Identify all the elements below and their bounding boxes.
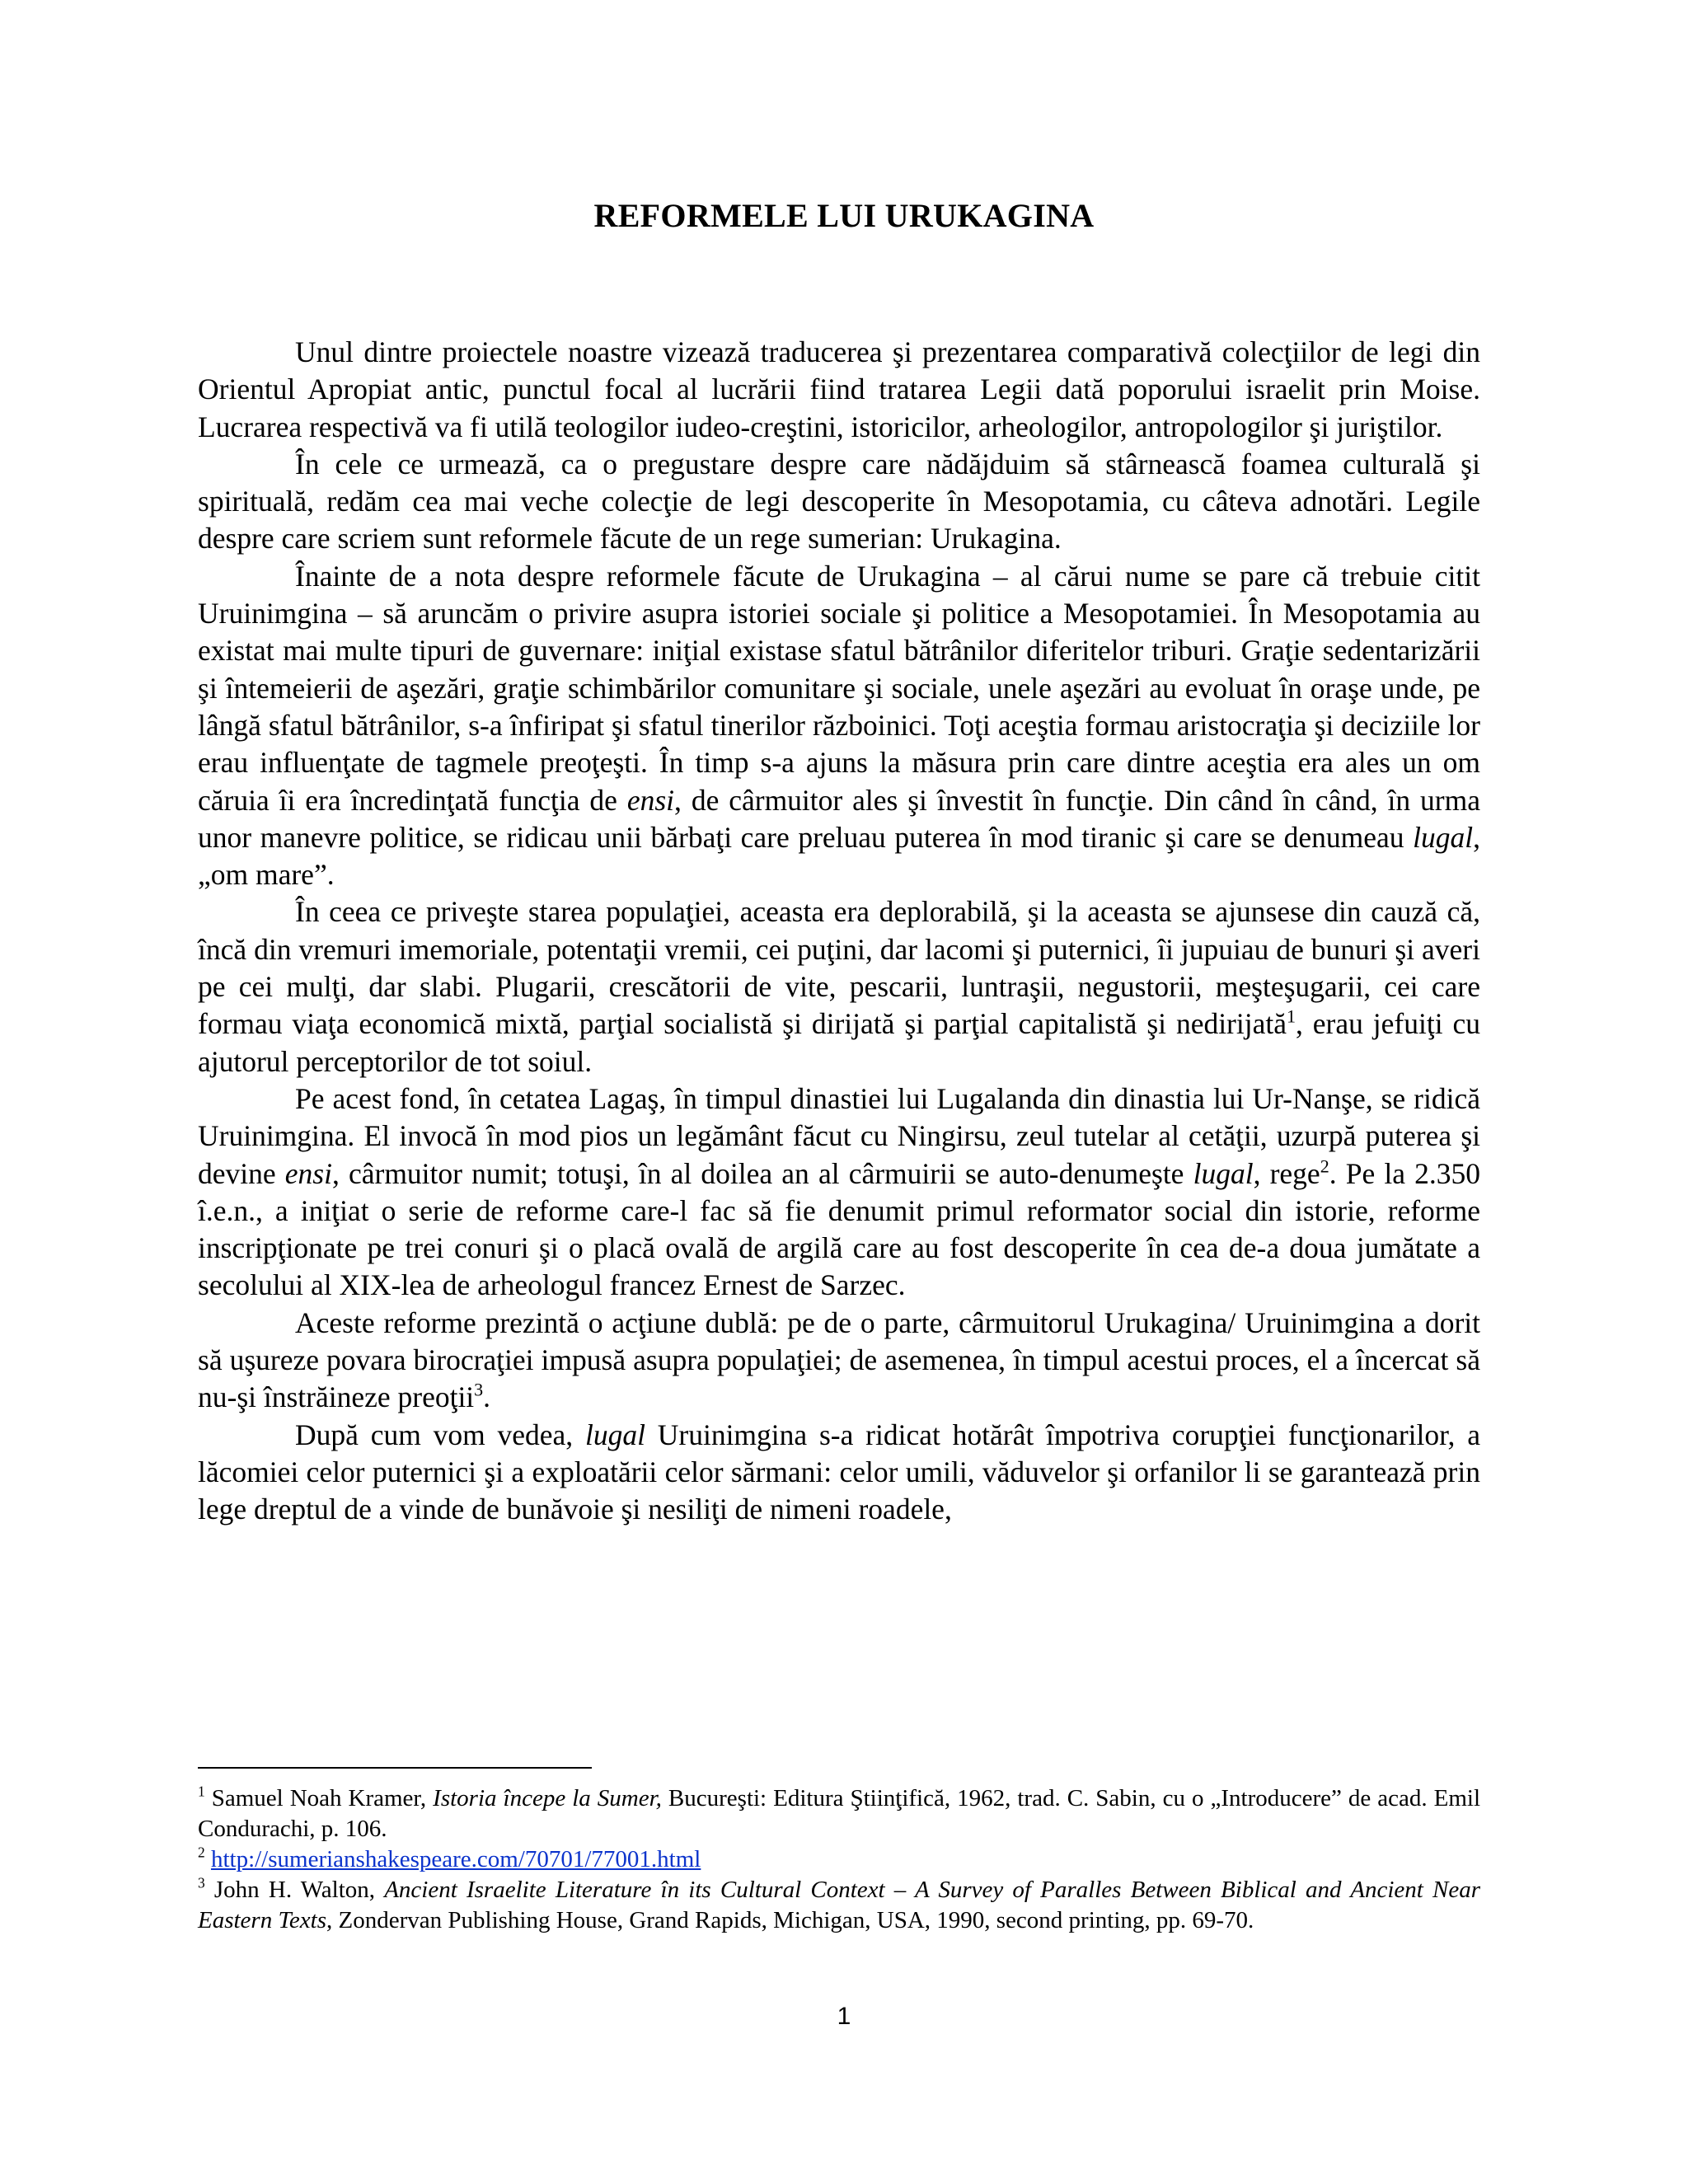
footnote [198, 1844, 1480, 1875]
footnote-ref: 3 [474, 1379, 484, 1400]
text-run: Înainte de a nota despre reformele făcute de Urukagina – al cărui nume se pare că trebuie citit Uruinimgina – să aruncăm o privire asupra istoriei sociale şi politice a Mesopotamiei. În Mesopotamia au existat mai multe tipuri de guvernare: iniţial existase sfatul bătrânilor diferitelor triburi. Graţie sedentarizării şi întemeierii de aşezări, graţie schimbărilor comunitare şi sociale, unele aşezări au evoluat în oraşe unde, pe lângă sfatul bătrânilor, s-a înfiripat şi sfatul tinerilor războinici. Toţi aceştia formau aristocraţia şi deciziile lor erau influenţate de tagmele preoţeşti. În timp s-a ajuns la măsura prin care dintre aceştia era ales un om căruia îi era încredinţată funcţia de [198, 559, 1480, 817]
page-title: REFORMELE LUI URUKAGINA [593, 197, 1095, 234]
italic-term: lugal [584, 1418, 645, 1451]
text-run: , Zondervan Publishing House, Grand Rapids, Michigan, USA, 1990, second printing, pp. 69-70. [326, 1907, 1254, 1933]
italic-term: Istoria începe la Sumer, [433, 1785, 662, 1811]
text-run: , de cârmuitor ales şi învestit în funcţie. Din când în când, în urma unor manevre politice, se ridicau unii bărbaţi care preluau puterea în mod tiranic şi care se denumeau [198, 783, 1480, 854]
italic-term: lugal [1193, 1156, 1254, 1190]
footnote-ref: 1 [1287, 1005, 1296, 1027]
text-run: , erau jefuiţi cu ajutorul perceptorilor de tot soiul. [198, 1007, 1481, 1078]
footnote [198, 1783, 1480, 1844]
footnote-ref: 2 [198, 1844, 205, 1861]
text-run: Unul dintre proiectele noastre vizează traducerea şi prezentarea comparativă colecţiilor de legi din Orientul Apropiat antic, punctul focal al lucrării fiind tratarea Legii dată poporului israelit prin Moise. Lucrarea respectivă va fi utilă teologilor iudeo-creştini, istoricilor, arheologilor, antropologilor şi juriştilor. [198, 335, 1480, 443]
text-run [205, 1846, 211, 1872]
text-run: În ceea ce priveşte starea populaţiei, aceasta era deplorabilă, şi la aceasta se ajunsese din cauză că, încă din vremuri imemoriale, potentaţii vremii, cei puţini, dar lacomi şi puternici, îi jupuiau de bunuri şi averi pe cei mulţi, dar slabi. Plugarii, crescătorii de vite, pescarii, luntraşii, negustorii, meşteşugarii, cei care formau viaţa economică mixtă, parţial socialistă şi dirijată şi parţial capitalistă şi nedirijată [198, 895, 1480, 1041]
text-run: În cele ce urmează, ca o pregustare despre care nădăjduim să stârnească foamea culturală şi spirituală, redăm cea mai veche colecţie de legi descoperite în Mesopotamia, cu câteva adnotări. Legile despre care scriem sunt reformele făcute de un rege sumerian: Urukagina. [198, 447, 1480, 555]
paragraph [198, 558, 1480, 894]
text-run: Bucureşti: Editura Ştiinţifică, 1962, trad. C. Sabin, cu o „Introducere” de acad. Emil Condurachi, p. 106. [198, 1785, 1481, 1842]
text-run: După cum vom vedea, [295, 1418, 585, 1451]
footnote [198, 1875, 1480, 1936]
paragraph [198, 1080, 1480, 1305]
text-run: . [483, 1380, 491, 1414]
text-run: , „om mare”. [198, 820, 1480, 892]
footnote-ref: 1 [198, 1783, 205, 1800]
text-run: Aceste reforme prezintă o acţiune dublă: pe de o parte, cârmuitorul Urukagina/ Uruinimgina a dorit să uşureze povara birocraţiei impusă asupra populaţiei; de asemenea, în timpul acestui proces, el a încercat să nu-şi înstrăineze preoţii [198, 1305, 1480, 1414]
footnote-link[interactable]: http://sumerianshakespeare.com/70701/77001.html [210, 1846, 701, 1872]
text-run: Uruinimgina s-a ridicat hotărât împotriva corupţiei funcţionarilor, a lăcomiei celor puternici şi a exploatării celor sărmani: celor umili, văduvelor şi orfanilor li se garantează prin lege dreptul de a vinde de bunăvoie şi nesiliţi de nimeni roadele, [198, 1418, 1480, 1526]
text-run: John H. Walton, [204, 1877, 385, 1903]
paragraph [198, 1417, 1480, 1529]
footnote-separator [198, 1767, 592, 1769]
paragraph [198, 893, 1480, 1080]
text-run: , rege [1253, 1156, 1320, 1190]
footnote-ref: 2 [1320, 1155, 1329, 1176]
text-run: Pe acest fond, în cetatea Lagaş, în timpul dinastiei lui Lugalanda din dinastia lui Ur-Nanşe, se ridică Uruinimgina. El invocă în mod pios un legământ făcut cu Ningirsu, zeul tutelar al cetăţii, uzurpă puterea şi devine [198, 1081, 1480, 1190]
body-text [198, 334, 1480, 1529]
footnote-ref: 3 [198, 1874, 205, 1891]
text-run: Samuel Noah Kramer, [204, 1785, 434, 1811]
italic-term: ensi [626, 783, 675, 817]
text-run: . Pe la 2.350 î.e.n., a iniţiat o serie de reforme care-l fac să fie denumit primul reformator social din istorie, reforme inscripţionate pe trei conuri şi o placă ovală de argilă care au fost descoperite în cea de-a doua jumătate a secolului al XIX-lea de arheologul francez Ernest de Sarzec. [198, 1156, 1480, 1302]
paragraph [198, 446, 1480, 558]
paragraph [198, 1305, 1480, 1417]
italic-term: Ancient Israelite Literature în its Cultural Context – A Survey of Paralles Between Biblical and Ancient Near Eastern Texts [198, 1877, 1480, 1933]
footnotes [198, 1783, 1480, 1936]
text-run: , cârmuitor numit; totuşi, în al doilea an al cârmuirii se auto-denumeşte [331, 1156, 1193, 1190]
page-number: 1 [837, 2003, 851, 2030]
italic-term: ensi [284, 1156, 332, 1190]
paragraph [198, 334, 1480, 446]
italic-term: lugal [1413, 820, 1474, 854]
